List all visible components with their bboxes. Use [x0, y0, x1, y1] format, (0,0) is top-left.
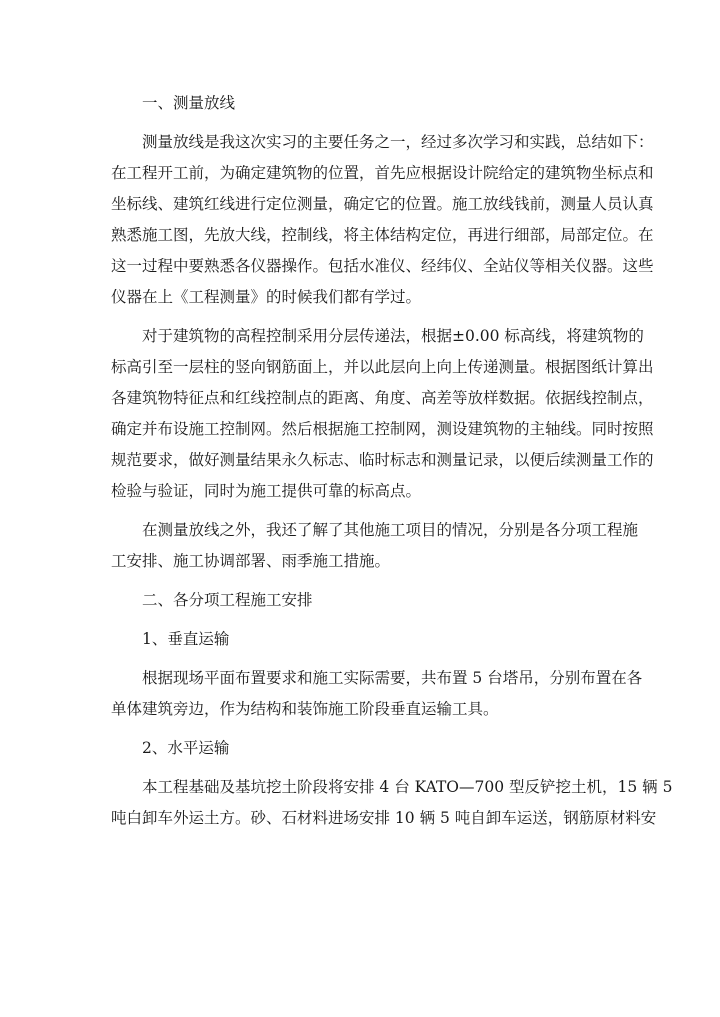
section-heading-surveying — [111, 88, 611, 119]
paragraph-line: 仪器在上《工程测量》的时候我们都有学过。 — [111, 288, 422, 306]
paragraph-line: 标高引至一层柱的竖向钢筋面上，并以此层向上向上传递测量。根据图纸计算出 — [111, 358, 654, 376]
paragraph-line: 在测量放线之外，我还了解了其他施工项目的情况，分别是各分项工程施 — [142, 521, 639, 539]
paragraph-line: 各建筑物特征点和红线控制点的距离、角度、高差等放样数据。依据线控制点， — [111, 389, 654, 407]
heading-text: 1、垂直运输 — [142, 630, 230, 648]
paragraph-line: 对于建筑物的高程控制采用分层传递法，根据±0.00 标高线，将建筑物的 — [142, 327, 644, 345]
paragraph-surveying-summary — [111, 127, 654, 313]
paragraph-other-projects — [111, 515, 639, 577]
document-body — [111, 88, 673, 842]
paragraph-line: 熟悉施工图，先放大线，控制线，将主体结构定位，再进行细部，局部定位。在 — [111, 226, 654, 244]
paragraph-line: 吨白卸车外运土方。砂、石材料进场安排 10 辆 5 吨自卸车运送，钢筋原材料安 — [111, 809, 657, 827]
subsection-heading-horizontal-transport — [111, 733, 611, 764]
heading-text: 一、测量放线 — [142, 94, 236, 112]
paragraph-line: 根据现场平面布置要求和施工实际需要，共布置 5 台塔吊，分别布置在各 — [142, 669, 643, 687]
heading-text: 2、水平运输 — [142, 739, 230, 757]
paragraph-line: 在工程开工前，为确定建筑物的位置，首先应根据设计院给定的建筑物坐标点和 — [111, 164, 654, 182]
subsection-heading-vertical-transport — [111, 624, 611, 655]
paragraph-line: 规范要求，做好测量结果永久标志、临时标志和测量记录，以便后续测量工作的 — [111, 451, 654, 469]
heading-text: 二、各分项工程施工安排 — [142, 591, 313, 609]
paragraph-line: 单体建筑旁边，作为结构和装饰施工阶段垂直运输工具。 — [111, 700, 499, 718]
paragraph-line: 工安排、施工协调部署、雨季施工措施。 — [111, 552, 391, 570]
paragraph-line: 本工程基础及基坑挖土阶段将安排 4 台 KATO—700 型反铲挖土机，15 辆 5 — [142, 778, 673, 796]
paragraph-horizontal-transport — [111, 772, 673, 834]
paragraph-elevation-control — [111, 321, 654, 507]
paragraph-line: 这一过程中要熟悉各仪器操作。包括水准仪、经纬仪、全站仪等相关仪器。这些 — [111, 257, 654, 275]
paragraph-line: 检验与验证，同时为施工提供可靠的标高点。 — [111, 482, 422, 500]
paragraph-vertical-transport — [111, 663, 643, 725]
paragraph-line: 测量放线是我这次实习的主要任务之一，经过多次学习和实践，总结如下： — [142, 133, 654, 151]
section-heading-arrangement — [111, 585, 611, 616]
paragraph-line: 确定并布设施工控制网。然后根据施工控制网，测设建筑物的主轴线。同时按照 — [111, 420, 654, 438]
paragraph-line: 坐标线、建筑红线进行定位测量，确定它的位置。施工放线钱前，测量人员认真 — [111, 195, 654, 213]
